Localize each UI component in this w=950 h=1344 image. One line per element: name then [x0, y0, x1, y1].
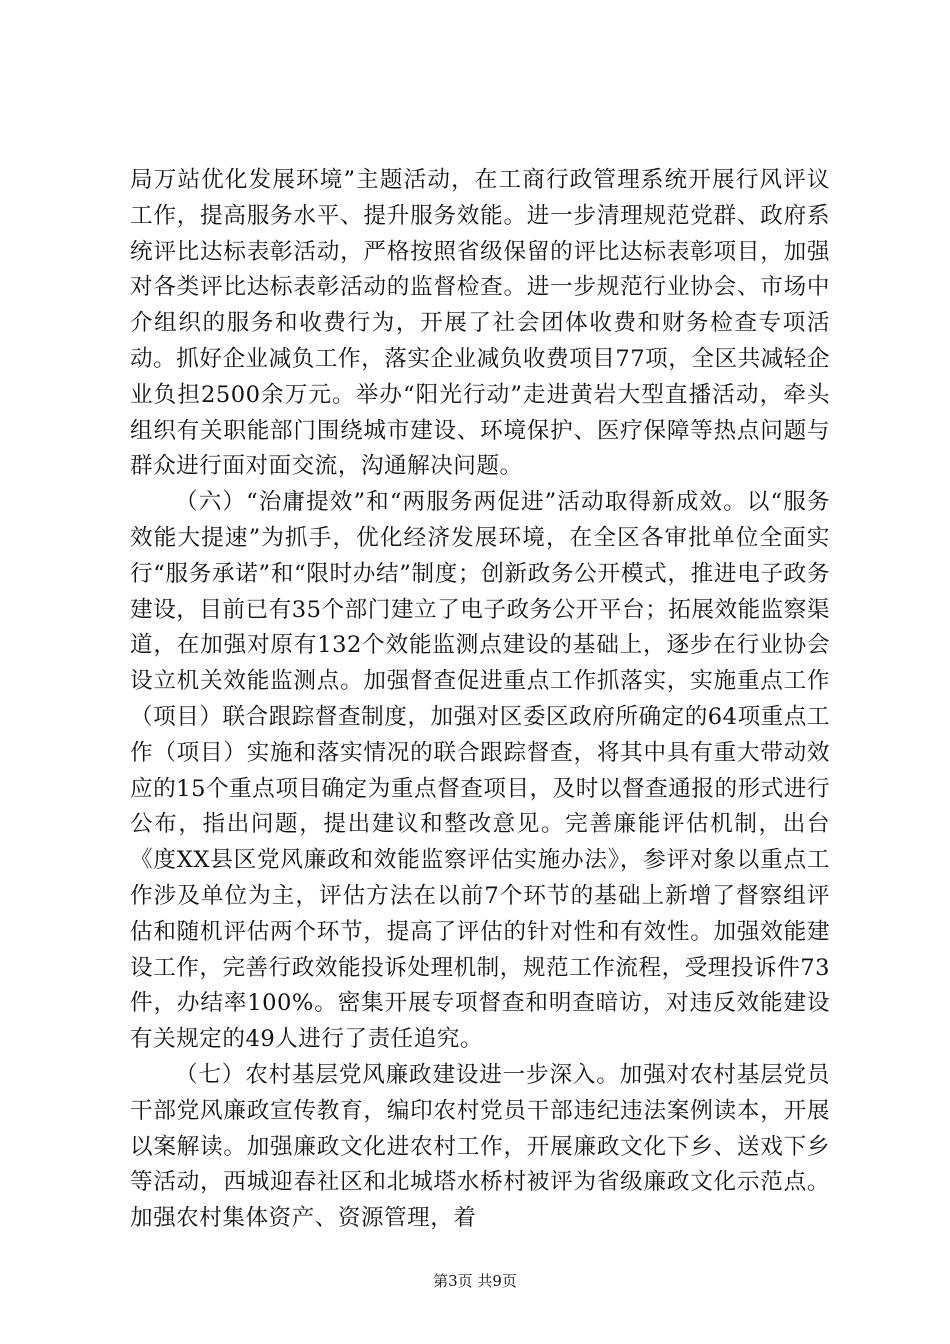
- paragraph-section-seven: （七）农村基层党风廉政建设进一步深入。加强对农村基层党员干部党风廉政宣传教育，编印农村党员干部违纪违法案例读本，开展以案解读。加强廉政文化进农村工作，开展廉政文化下乡、送戏下乡等活动，西城迎春社区和北城塔水桥村被评为省级廉政文化示范点。加强农村集体资产、资源管理，着: [130, 1061, 830, 1232]
- document-body: [130, 163, 830, 1237]
- paragraph-continuation: 局万站优化发展环境”主题活动，在工商行政管理系统开展行风评议工作，提高服务水平、提升服务效能。进一步清理规范党群、政府系统评比达标表彰活动，严格按照省级保留的评比达标表彰项目，加强对各类评比达标表彰活动的监督检查。进一步规范行业协会、市场中介组织的服务和收费行为，开展了社会团体收费和财务检查专项活动。抓好企业减负工作，落实企业减负收费项目77项，全区共减轻企业负担2500余万元。举办“阳光行动”走进黄岩大型直播活动，牵头组织有关职能部门围绕城市建设、环境保护、医疗保障等热点问题与群众进行面对面交流，沟通解决问题。: [130, 167, 830, 480]
- paragraph-section-six: （六）“治庸提效”和“两服务两促进”活动取得新成效。以“服务效能大提速”为抓手，优化经济发展环境，在全区各审批单位全面实行“服务承诺”和“限时办结”制度；创新政务公开模式，推进电子政务建设，目前已有35个部门建立了电子政务公开平台；拓展效能监察渠道，在加强对原有132个效能监测点建设的基础上，逐步在行业协会设立机关效能监测点。加强督查促进重点工作抓落实，实施重点工作（项目）联合跟踪督查制度，加强对区委区政府所确定的64项重点工作（项目）实施和落实情况的联合跟踪督查，将其中具有重大带动效应的15个重点项目确定为重点督查项目，及时以督查通报的形式进行公布，指出问题，提出建议和整改意见。完善廉能评估机制，出台《度XX县区党风廉政和效能监察评估实施办法》，参评对象以重点工作涉及单位为主，评估方法在以前7个环节的基础上新增了督察组评估和随机评估两个环节，提高了评估的针对性和有效性。加强效能建设工作，完善行政效能投诉处理机制，规范工作流程，受理投诉件73件，办结率100%。密集开展专项督查和明查暗访，对违反效能建设有关规定的49人进行了责任追究。: [130, 489, 830, 1053]
- page-number-footer: 第3页 共9页: [433, 1272, 517, 1290]
